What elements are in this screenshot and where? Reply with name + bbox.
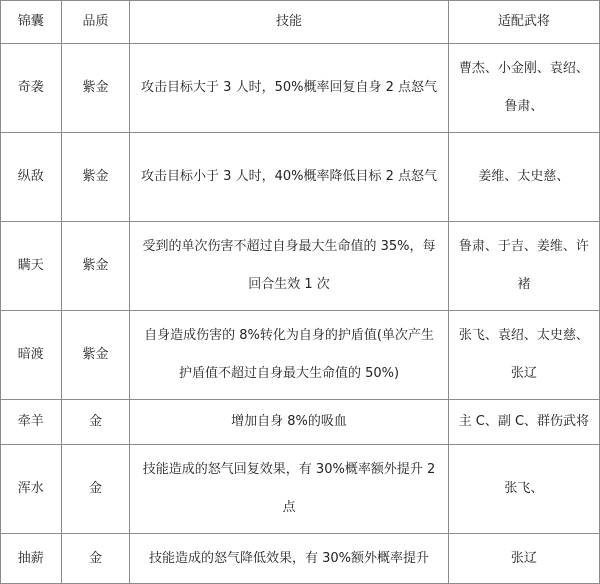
cell-generals: 姜维、太史慈、 <box>448 133 599 222</box>
table-row <box>1 534 600 584</box>
header-quality: 品质 <box>61 1 130 44</box>
header-name: 锦囊 <box>1 1 62 44</box>
cell-generals: 张辽 <box>448 534 599 584</box>
table-row <box>1 133 600 222</box>
header-row <box>1 1 600 44</box>
table-row <box>1 44 600 133</box>
cell-name: 瞒天 <box>1 222 62 311</box>
cell-quality: 紫金 <box>61 222 130 311</box>
cell-generals: 张飞、 <box>448 445 599 534</box>
cell-skill: 攻击目标小于 3 人时，40%概率降低目标 2 点怒气 <box>130 133 448 222</box>
cell-name: 浑水 <box>1 445 62 534</box>
cell-name: 奇袭 <box>1 44 62 133</box>
cell-quality: 紫金 <box>61 44 130 133</box>
header-generals: 适配武将 <box>448 1 599 44</box>
header-skill: 技能 <box>130 1 448 44</box>
cell-skill: 受到的单次伤害不超过自身最大生命值的 35%，每回合生效 1 次 <box>130 222 448 311</box>
cell-skill: 技能造成的怒气降低效果，有 30%额外概率提升 <box>130 534 448 584</box>
cell-quality: 金 <box>61 445 130 534</box>
cell-generals: 主 C、副 C、群伤武将 <box>448 400 599 445</box>
cell-quality: 紫金 <box>61 133 130 222</box>
table-row <box>1 311 600 400</box>
cell-name: 抽薪 <box>1 534 62 584</box>
table-row <box>1 445 600 534</box>
cell-skill: 技能造成的怒气回复效果，有 30%概率额外提升 2 点 <box>130 445 448 534</box>
cell-quality: 紫金 <box>61 311 130 400</box>
cell-generals: 曹杰、小金刚、袁绍、鲁肃、 <box>448 44 599 133</box>
cell-generals: 鲁肃、于吉、姜维、许褚 <box>448 222 599 311</box>
table-row <box>1 400 600 445</box>
cell-quality: 金 <box>61 400 130 445</box>
cell-quality: 金 <box>61 534 130 584</box>
cell-name: 暗渡 <box>1 311 62 400</box>
table-row <box>1 222 600 311</box>
cell-skill: 自身造成伤害的 8%转化为自身的护盾值(单次产生护盾值不超过自身最大生命值的 50%) <box>130 311 448 400</box>
cell-skill: 攻击目标大于 3 人时，50%概率回复自身 2 点怒气 <box>130 44 448 133</box>
cell-skill: 增加自身 8%的吸血 <box>130 400 448 445</box>
cell-name: 纵敌 <box>1 133 62 222</box>
cell-name: 牵羊 <box>1 400 62 445</box>
cell-generals: 张飞、袁绍、太史慈、张辽 <box>448 311 599 400</box>
